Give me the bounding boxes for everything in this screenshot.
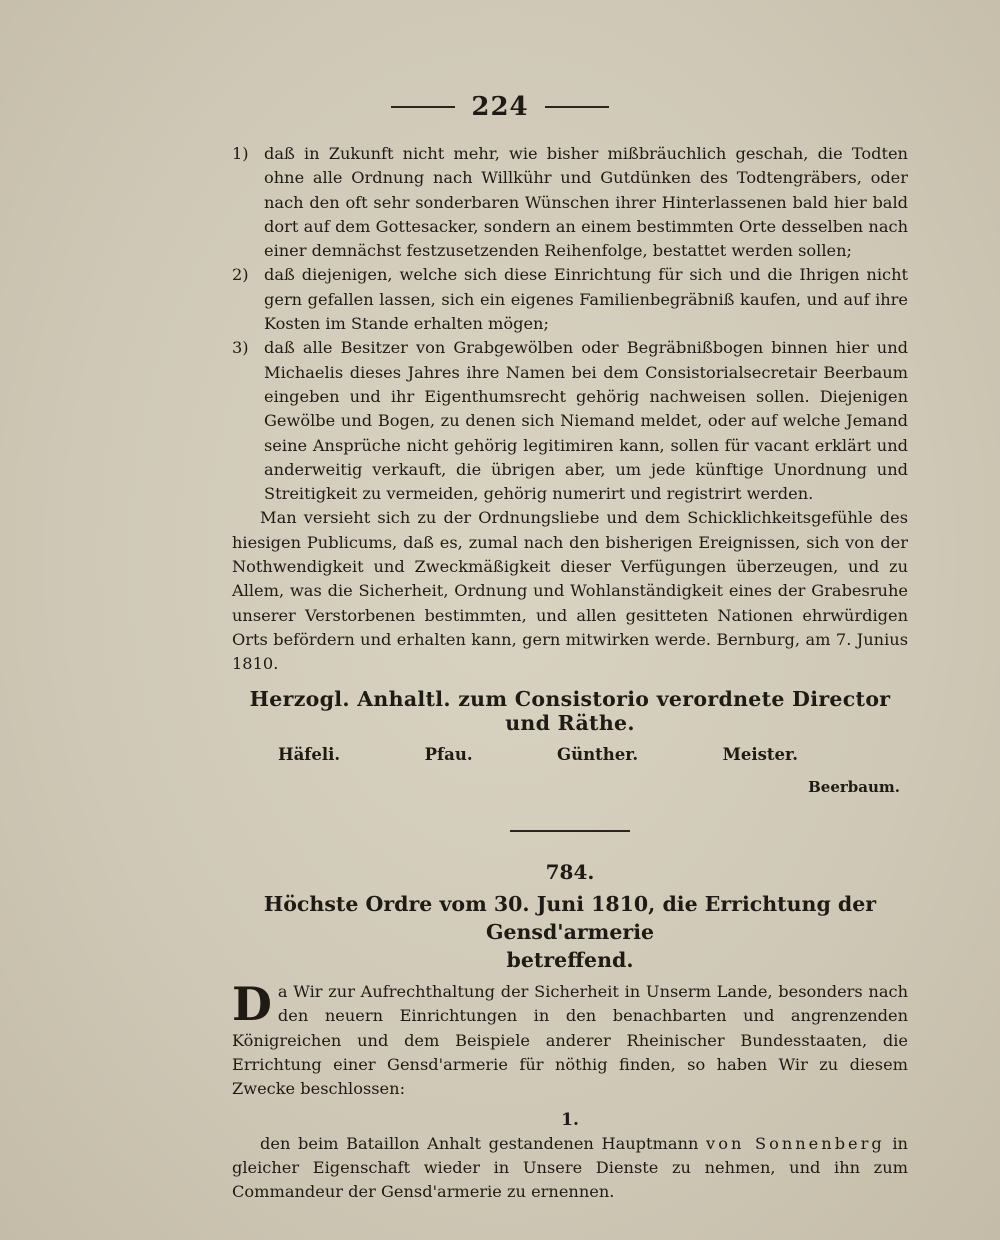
header-rule-left bbox=[391, 106, 455, 108]
section-divider bbox=[510, 830, 630, 832]
signature-heading: Herzogl. Anhaltl. zum Consistorio verordnete Director und Räthe. bbox=[249, 686, 891, 735]
signatory-name: Häfeli. bbox=[278, 745, 341, 765]
order-intro bbox=[232, 977, 908, 1101]
order-title bbox=[232, 890, 908, 974]
order-title-line: betreffend. bbox=[506, 948, 634, 973]
list-item bbox=[232, 336, 908, 506]
header-rule-right bbox=[545, 106, 609, 108]
signatory-name: Günther. bbox=[557, 745, 639, 765]
item-text: daß diejenigen, welche sich diese Einrichtung für sich und die Ihrigen nicht gern gefallen lassen, sich ein eigenes Familienbegräbniß kaufen, und auf ihre Kosten im Stande erhalten mögen; bbox=[264, 265, 908, 334]
item-number: 2) bbox=[232, 265, 249, 285]
closing-paragraph: Man versieht sich zu der Ordnungsliebe und dem Schicklichkeitsgefühle des hiesigen Publicums, daß es, zumal nach den bisherigen Ereignissen, sich von der Nothwendigkeit und Zweckmäßigkeit dieser Verfügungen überzeugen, und zu Allem, was die Sicherheit, Ordnung und Wohlanständigkeit eines der Grabesruhe unserer Verstorbenen bestimmten, und allen gesitteten Nationen ehrwürdigen Orts befördern und erhalten kann, gern mitwirken werde. Bernburg, am 7. Junius 1810. bbox=[232, 508, 908, 674]
section-text-spaced: von Sonnenberg bbox=[706, 1133, 885, 1153]
signatory-name: Pfau. bbox=[424, 745, 473, 765]
section-text bbox=[232, 1132, 908, 1205]
section-number: 1. bbox=[561, 1109, 579, 1130]
page-header bbox=[0, 92, 1000, 122]
item-text: daß in Zukunft nicht mehr, wie bisher mißbräuchlich geschah, die Todten ohne alle Ordnung nach Willkühr und Gutdünken des Todtengräbers, oder nach den oft sehr sonderbaren Wünschen ihrer Hinterlassenen bald hier bald dort auf dem Gottesacker, sondern an einem bestimmten Orte desselben nach einer demnächst festzusetzenden Reihenfolge, bestattet werden sollen; bbox=[264, 144, 908, 261]
item-number: 1) bbox=[232, 144, 249, 163]
order-number: 784. bbox=[545, 859, 595, 884]
order-intro-text: a Wir zur Aufrechthaltung der Sicherheit in Unserm Lande, besonders nach den neuern Einrichtungen in den benachbarten und angrenzenden Königreichen und dem Beispiele anderer Rheinischer Bundesstaaten, die Errichtung einer Gensd'armerie für nöthig finden, so haben Wir zu diesem Zwecke beschlossen: bbox=[232, 982, 908, 1099]
page-number: 224 bbox=[471, 92, 529, 122]
signature-names bbox=[278, 743, 798, 767]
order-title-line: Höchste Ordre vom 30. Juni 1810, die Errichtung der Gensd'armerie bbox=[263, 892, 877, 945]
item-number: 3) bbox=[232, 338, 249, 358]
signatory-name: Meister. bbox=[722, 745, 798, 765]
list-item bbox=[232, 142, 908, 263]
drop-cap: D bbox=[232, 977, 272, 1032]
section-text-part: in gleicher Eigenschaft wieder in Unsere Dienste zu nehmen, und ihn zum Commandeur der Gensd'armerie zu ernennen. bbox=[232, 1133, 908, 1202]
item-text: daß alle Besitzer von Grabgewölben oder Begräbnißbogen binnen hier und Michaelis dieses Jahres ihre Namen bei dem Consistorialsecretair Beerbaum eingeben und ihr Eigenthumsrecht gehörig nachweisen sollen. Diejenigen Gewölbe und Bogen, zu denen sich Niemand meldet, oder auf welche Jemand seine Ansprüche nicht gehörig legitimiren kann, sollen für vacant erklärt und anderweitig verkauft, die übrigen aber, um jede künftige Unordnung und Streitigkeit zu vermeiden, gehörig numerirt und registrirt werden. bbox=[264, 338, 908, 504]
page-content bbox=[232, 142, 908, 1205]
secretary-name: Beerbaum. bbox=[808, 778, 900, 797]
list-item bbox=[232, 263, 908, 336]
section-text-part: den beim Bataillon Anhalt gestandenen Hauptmann bbox=[260, 1133, 699, 1153]
